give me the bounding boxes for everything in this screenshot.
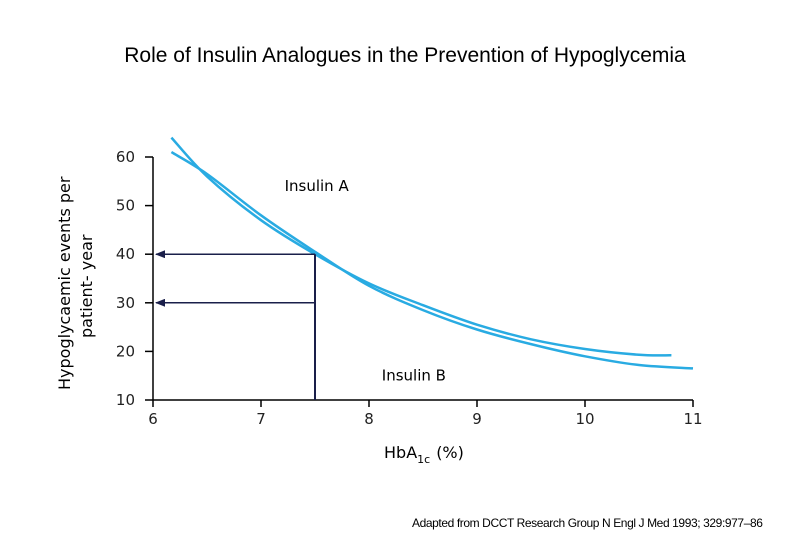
x-tick-label: 11	[683, 410, 703, 428]
y-tick-label: 40	[115, 245, 135, 264]
x-tick-label: 8	[364, 410, 374, 428]
y-tick-label: 30	[115, 293, 135, 312]
annotation-insulin-b: Insulin B	[381, 366, 446, 385]
series-curves	[171, 138, 693, 369]
tick-labels	[116, 148, 703, 428]
x-axis-label	[384, 443, 464, 466]
source-note: Adapted from DCCT Research Group N Engl J Med 1993; 329:977–86	[412, 516, 763, 530]
y-tick-label: 50	[115, 196, 135, 215]
y-axis-label-line1: Hypoglycaemic events per	[55, 176, 74, 390]
x-axis-label-sub: 1c	[417, 453, 431, 466]
x-axis-label-main: HbA	[384, 443, 418, 462]
y-tick-label: 10	[115, 391, 135, 409]
x-tick-label: 7	[256, 410, 266, 428]
series-b-line	[171, 152, 693, 368]
x-tick-label: 9	[472, 410, 482, 428]
annotation-insulin-a: Insulin A	[284, 177, 349, 196]
y-tick-label: 20	[115, 342, 135, 361]
y-tick-label: 60	[115, 148, 135, 166]
x-tick-label: 6	[148, 410, 158, 428]
chart-title: Role of Insulin Analogues in the Prevention of Hypoglycemia	[124, 44, 686, 67]
x-axis-label-unit: (%)	[436, 443, 464, 462]
y-axis-label-line2: patient- year	[77, 234, 96, 338]
y-axis-label	[55, 176, 96, 390]
x-tick-label: 10	[575, 410, 595, 428]
reference-lines	[156, 254, 315, 400]
series-a-line	[171, 138, 671, 356]
